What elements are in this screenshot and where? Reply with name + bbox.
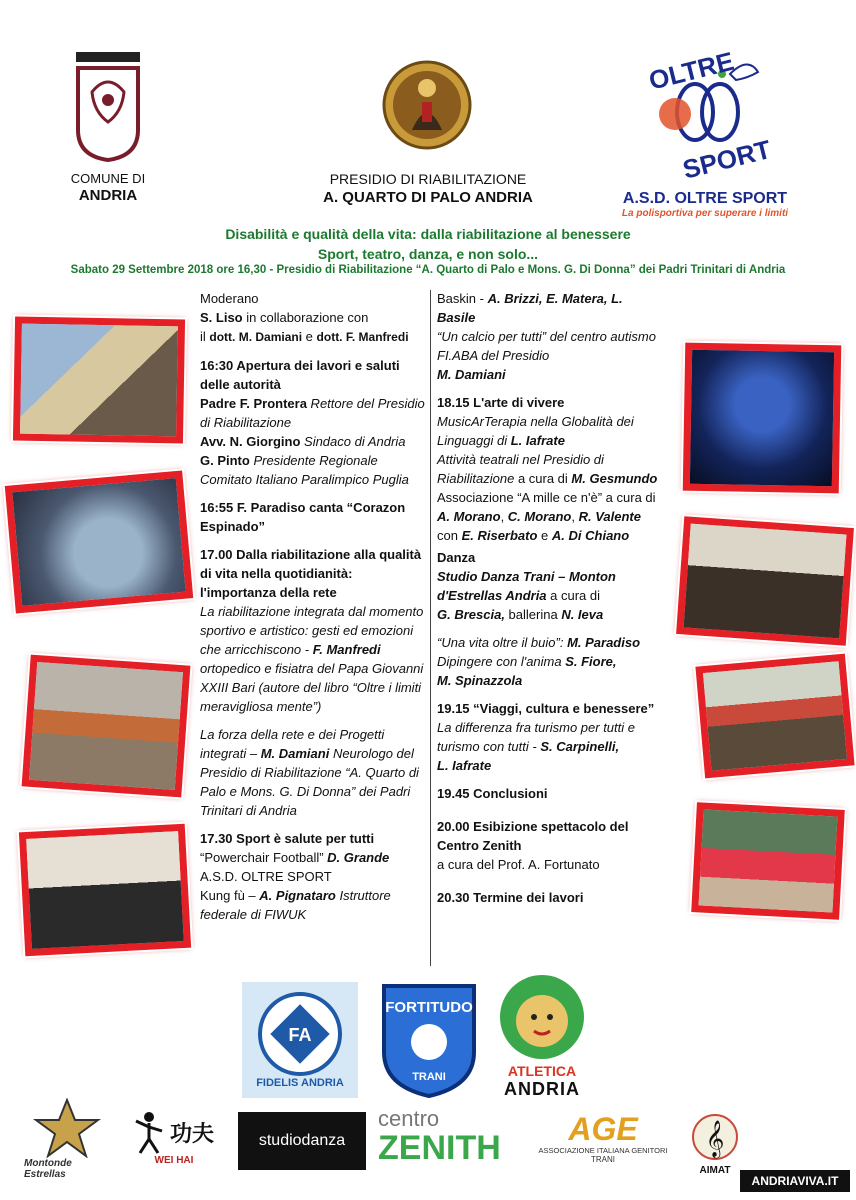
speaker-pinto-role: Presidente Regionale Comitato Italiano Paralimpico Puglia — [200, 453, 409, 487]
session-1655: 16:55 F. Paradiso canta “Corazon Espinado” — [200, 500, 406, 534]
oltre-il-buio — [437, 633, 663, 690]
presidio-line2: A. QUARTO DI PALO ANDRIA — [323, 189, 533, 206]
comune-line1: COMUNE DI — [70, 171, 146, 186]
session-1815-text1: MusicArTerapia nella Globalità dei Linguaggi di — [437, 414, 634, 448]
svg-text:𝄞: 𝄞 — [705, 1118, 725, 1157]
session-1730-title: 17.30 Sport è salute per tutti — [200, 831, 375, 846]
fidelis-andria-logo — [242, 982, 358, 1098]
speaker-giorgino-role: Sindaco di Andria — [300, 434, 406, 449]
session-1700 — [200, 545, 428, 716]
lion-icon — [494, 971, 590, 1063]
session-1945: 19.45 Conclusioni — [437, 786, 548, 801]
presidio-medallion-logo — [382, 60, 472, 150]
baskin-speaker: M. Damiani — [437, 367, 506, 382]
baskin-text: “Un calcio per tutti” del centro autismo FI.ABA del Presidio — [437, 329, 656, 363]
andriaviva-watermark: ANDRIAVIVA.IT — [740, 1170, 850, 1192]
session-2000-text: a cura del Prof. A. Fortunato — [437, 857, 600, 872]
moderator-damiani: dott. M. Damiani — [209, 330, 303, 344]
comune-label — [56, 170, 160, 204]
fidelis-shield-icon — [257, 991, 343, 1077]
with-text: con — [437, 528, 462, 543]
fortitudo-label: FORTITUDO — [385, 999, 473, 1016]
danza-text: a cura di — [546, 588, 601, 603]
age-label: AGE — [568, 1111, 638, 1147]
danza-studio: Studio Danza Trani – Monton d'Estrellas Andria — [437, 569, 616, 603]
session-1700-title: 17.00 Dalla riabilitazione alla qualità di vita nella quotidianità: l'importanza della rete — [200, 547, 422, 600]
aimat-label: AIMAT — [699, 1164, 731, 1176]
session-1700-text3: La forza della rete e dei Progetti integrati – — [200, 727, 385, 761]
session-1815-text2b: a cura di — [514, 471, 572, 486]
photo-powerchair — [5, 470, 193, 613]
fortitudo-trani-logo — [378, 982, 480, 1100]
speaker-spinazzola: M. Spinazzola — [437, 673, 523, 688]
event-subtitle: Sport, teatro, danza, e non solo... — [317, 246, 539, 262]
speaker-brescia: G. Brescia, — [437, 607, 505, 622]
session-1730-text1: “Powerchair Football” — [200, 850, 328, 865]
speaker-gesmundo: M. Gesmundo — [571, 471, 658, 486]
baskin — [437, 289, 663, 384]
weihai-cn: 功夫 — [169, 1121, 214, 1146]
comune-andria-crest — [72, 52, 144, 162]
speaker-prontera-role: Rettore del Presidio di Riabilitazione — [200, 396, 425, 430]
wei-hai-logo — [128, 1102, 220, 1174]
age-sub: ASSOCIAZIONE ITALIANA GENITORI — [538, 1146, 668, 1155]
centro-label: centro — [378, 1106, 440, 1131]
speaker-ieva: N. Ieva — [561, 607, 604, 622]
moderator-manfredi: dott. F. Manfredi — [316, 330, 409, 344]
speaker-c-morano: C. Morano — [507, 509, 572, 524]
speaker-iafrate: L. Iafrate — [510, 433, 565, 448]
moderator-text: in collaborazione con — [242, 310, 369, 325]
session-1730-text4: Istruttore federale di FIWUK — [200, 888, 391, 922]
photo-dragon-dance — [691, 802, 845, 920]
speaker-pinto: G. Pinto — [200, 453, 250, 468]
weihai-label: WEI HAI — [154, 1154, 194, 1166]
presidio-line1: PRESIDIO DI RIABILITAZIONE — [329, 171, 527, 187]
session-2000 — [437, 817, 663, 874]
atletica-label: ATLETICA — [507, 1062, 577, 1079]
speaker-fiore: S. Fiore, — [565, 654, 617, 669]
photo-stage-group — [676, 516, 854, 646]
baskin-names: A. Brizzi, E. Matera, L. Basile — [437, 291, 623, 325]
star-icon — [32, 1098, 102, 1158]
danza — [437, 548, 663, 624]
atletica-andria-logo — [494, 970, 590, 1100]
oltre-sport-logo — [630, 34, 780, 184]
speaker-grande: D. Grande — [327, 850, 390, 865]
photo-event-banner — [695, 654, 854, 779]
photo-collage-sports — [13, 317, 185, 444]
speaker-prontera: Padre F. Prontera — [200, 396, 307, 411]
age-trani-logo — [534, 1102, 672, 1174]
photo-group — [19, 824, 191, 957]
moderator-and: e — [302, 329, 317, 344]
centro-zenith-logo — [378, 1104, 522, 1170]
oltre-sport-name: A.S.D. OLTRE SPORT — [622, 190, 788, 207]
svg-text:FA: FA — [288, 1025, 312, 1045]
oltre-logo-word1: OLTRE — [645, 45, 737, 96]
session-2030: 20.30 Termine dei lavori — [437, 890, 584, 905]
program-column-left — [200, 289, 428, 933]
session-1915-text: La differenza fra turismo per tutti e turismo con tutti - — [437, 720, 635, 754]
speaker-di-chiano: A. Di Chiano — [551, 528, 630, 543]
session-1815-text3: Associazione “A mille ce n'è” a cura di — [437, 490, 656, 505]
fidelis-label: FIDELIS ANDRIA — [256, 1077, 344, 1089]
session-1700-text4: Neurologo del Presidio di Riabilitazione “A. Quarto di Palo e Mons. G. Di Donna” dei Padri Trinitari di Andria — [200, 746, 419, 818]
treble-clef-icon — [690, 1109, 740, 1165]
zenith-label: ZENITH — [378, 1129, 501, 1167]
oltre-sport-tagline: La polisportiva per superare i limiti — [621, 208, 789, 219]
montonde-estrellas-logo — [24, 1094, 110, 1184]
event-title: Disabilità e qualità della vita: dalla riabilitazione al benessere — [225, 226, 631, 242]
presidio-label — [300, 170, 556, 207]
martial-artist-icon — [134, 1111, 164, 1155]
atletica-sub: ANDRIA — [504, 1078, 580, 1099]
session-1700-text2: ortopedico e fisiatra del Papa Giovanni XXIII Bari (autore del libro “Oltre i limiti meravigliosa mente”) — [200, 661, 424, 714]
session-1730-text3: Kung fù – — [200, 888, 260, 903]
baskin-label: Baskin - — [437, 291, 488, 306]
event-date-location: Sabato 29 Settembre 2018 ore 16,30 - Presidio di Riabilitazione “A. Quarto di Palo e Mons. G. Di Donna” dei Padri Trinitari di Andria — [70, 264, 786, 276]
session-1730-text2: A.S.D. OLTRE SPORT — [200, 869, 332, 884]
comma-2: , — [571, 509, 579, 524]
speaker-m-paradiso: M. Paradiso — [567, 635, 641, 650]
speaker-carpinelli: S. Carpinelli, — [540, 739, 620, 754]
photo-dance-wheelchair — [683, 343, 842, 494]
speaker-pignataro: A. Pignataro — [259, 888, 336, 903]
montonde-label: Montonde Estrellas — [24, 1158, 72, 1180]
age-city: TRANI — [591, 1155, 615, 1164]
buio-text2: Dipingere con l'anima — [437, 654, 566, 669]
speaker-manfredi: F. Manfredi — [312, 642, 381, 657]
session-1700-rete — [200, 725, 428, 820]
program-column-right — [437, 289, 663, 916]
speaker-giorgino: Avv. N. Giorgino — [200, 434, 301, 449]
session-1630-title: 16:30 Apertura dei lavori e saluti delle autorità — [200, 358, 400, 392]
moderators — [200, 289, 428, 347]
session-1815 — [437, 393, 663, 545]
comune-line2: ANDRIA — [78, 187, 138, 204]
session-1815-text2: Attività teatrali nel Presidio di Riabilitazione — [437, 452, 604, 486]
session-1700-text1: La riabilitazione integrata dal momento sportivo e artistico: gesti ed emozioni che arricchiscono - — [200, 604, 424, 657]
session-1730 — [200, 829, 428, 924]
aimat-logo — [684, 1102, 746, 1182]
oltre-logo-word2: SPORT — [679, 133, 774, 184]
studiodanza-logo: studiodanza — [238, 1112, 366, 1170]
session-1915 — [437, 699, 663, 775]
session-1630 — [200, 356, 428, 489]
comma-1: , — [500, 509, 508, 524]
moderators-label: Moderano — [200, 291, 259, 306]
photo-basketball — [22, 655, 191, 798]
session-2000-title: 20.00 Esibizione spettacolo del Centro Zenith — [437, 819, 629, 853]
speaker-a-morano: A. Morano — [437, 509, 501, 524]
speaker-iafrate-2: L. Iafrate — [437, 758, 492, 773]
buio-text: “Una vita oltre il buio”: — [437, 635, 568, 650]
session-1915-title: 19.15 “Viaggi, cultura e benessere” — [437, 701, 655, 716]
speaker-valente: R. Valente — [578, 509, 641, 524]
column-divider — [430, 290, 431, 966]
session-1815-title: 18.15 L'arte di vivere — [437, 395, 565, 410]
fortitudo-sub: TRANI — [412, 1071, 446, 1083]
moderator-il: il — [200, 329, 210, 344]
danza-ballerina: ballerina — [504, 607, 562, 622]
moderator-name: S. Liso — [200, 310, 243, 325]
and-text: e — [537, 528, 552, 543]
speaker-riserbato: E. Riserbato — [461, 528, 538, 543]
speaker-damiani: M. Damiani — [260, 746, 330, 761]
danza-title: Danza — [437, 550, 476, 565]
